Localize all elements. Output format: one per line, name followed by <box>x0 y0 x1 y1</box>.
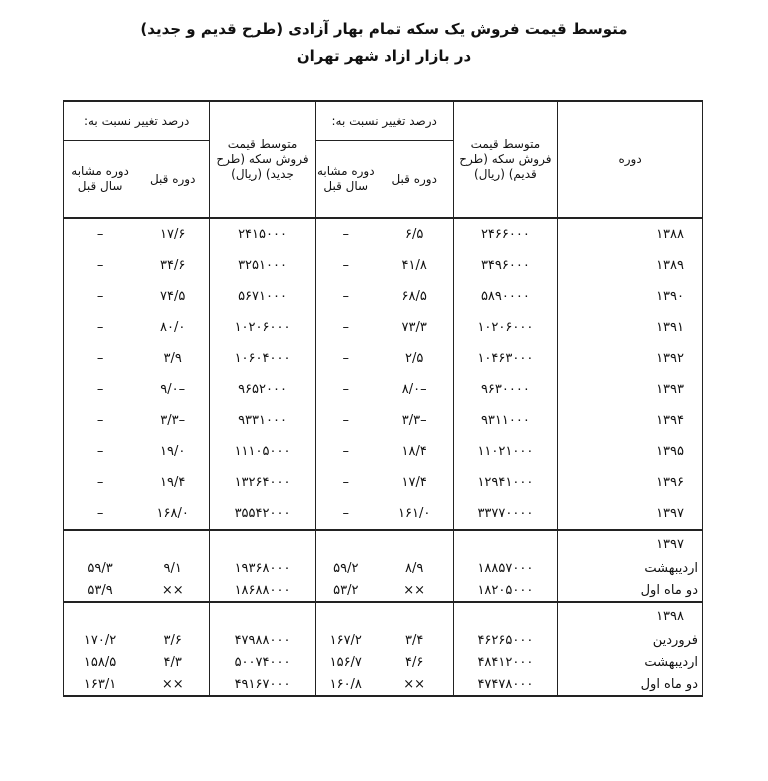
cell-new-avg: ۱۰۶۰۴۰۰۰ <box>210 343 316 374</box>
section-1398 <box>64 602 703 696</box>
section-year-row <box>64 530 703 557</box>
cell-new-prev: ×× <box>136 673 210 696</box>
cell-new-avg: ۹۳۳۱۰۰۰ <box>210 405 316 436</box>
cell-period: ۱۳۹۳ <box>558 374 703 405</box>
header-pct-change-new: درصد تغییر نسبت به: <box>64 101 210 141</box>
table-row <box>64 281 703 312</box>
empty-cell <box>136 602 210 629</box>
cell-new-yoy: – <box>64 436 137 467</box>
cell-old-prev: ۸/۹ <box>405 560 424 576</box>
cell-old-yoy: – <box>315 281 376 312</box>
empty-cell <box>64 602 137 629</box>
table-row <box>64 218 703 250</box>
cell-old-avg: ۲۴۶۶۰۰۰ <box>453 218 558 250</box>
cell-new-yoy: – <box>64 498 137 530</box>
cell-new-yoy: ۵۹/۳ <box>64 557 137 579</box>
cell-old-yoy: – <box>315 250 376 281</box>
cell-old-avg: ۱۱۰۲۱۰۰۰ <box>453 436 558 467</box>
cell-new-prev: ۱۷/۶ <box>160 227 186 242</box>
empty-cell <box>315 602 376 629</box>
table-row <box>64 673 703 696</box>
header-new-avg: متوسط قیمت فروش سکه (طرح جدید) (ریال) <box>210 101 316 218</box>
cell-new-prev: ۱۹/۴ <box>160 475 186 490</box>
table-subtitle: در بازار ازاد شهر تهران <box>296 47 472 65</box>
cell-new-prev: ۳/۶ <box>163 632 182 648</box>
cell-period: ۱۳۹۰ <box>558 281 703 312</box>
table-row <box>64 343 703 374</box>
annual-rows <box>64 218 703 530</box>
empty-cell <box>376 602 453 629</box>
cell-new-prev: ۷۴/۵ <box>160 289 186 304</box>
cell-old-avg: ۳۳۷۷۰۰۰۰ <box>453 498 558 530</box>
cell-period: ۱۳۹۷ <box>558 498 703 530</box>
cell-new-avg: ۲۴۱۵۰۰۰ <box>210 218 316 250</box>
cell-new-prev: –۳/۳ <box>160 413 186 428</box>
cell-period: ۱۳۸۸ <box>558 218 703 250</box>
table-row <box>64 436 703 467</box>
section-year: ۱۳۹۷ <box>558 530 703 557</box>
cell-period: ۱۳۹۴ <box>558 405 703 436</box>
cell-new-yoy: ۱۶۳/۱ <box>64 673 137 696</box>
cell-old-prev: ×× <box>376 673 453 696</box>
cell-period: اردیبهشت <box>558 651 703 673</box>
empty-cell <box>453 530 558 557</box>
cell-new-yoy: – <box>64 405 137 436</box>
cell-old-prev: ۲/۵ <box>405 351 424 366</box>
cell-old-avg: ۵۸۹۰۰۰۰ <box>453 281 558 312</box>
table-header <box>64 101 703 218</box>
cell-new-avg: ۹۶۵۲۰۰۰ <box>210 374 316 405</box>
empty-cell <box>376 530 453 557</box>
empty-cell <box>210 530 316 557</box>
cell-old-yoy: – <box>315 405 376 436</box>
cell-new-prev: ۴/۳ <box>163 654 182 670</box>
cell-new-yoy: – <box>64 250 137 281</box>
cell-old-prev: ۶/۵ <box>405 227 424 242</box>
cell-old-avg: ۱۲۹۴۱۰۰۰ <box>453 467 558 498</box>
empty-cell <box>453 602 558 629</box>
table-row <box>64 579 703 602</box>
cell-old-yoy: – <box>315 312 376 343</box>
section-year: ۱۳۹۸ <box>558 602 703 629</box>
cell-old-avg: ۹۳۱۱۰۰۰ <box>453 405 558 436</box>
cell-new-avg: ۱۹۳۶۸۰۰۰ <box>210 557 316 579</box>
section-1397 <box>64 530 703 602</box>
cell-new-avg: ۵۰۰۷۴۰۰۰ <box>210 651 316 673</box>
cell-new-avg: ۴۷۹۸۸۰۰۰ <box>210 629 316 651</box>
cell-old-prev: –۸/۰ <box>401 382 427 397</box>
cell-new-prev: ۳/۹ <box>163 351 182 366</box>
cell-period: ۱۳۹۲ <box>558 343 703 374</box>
cell-old-yoy: ۵۳/۲ <box>315 579 376 602</box>
table-row <box>64 405 703 436</box>
cell-new-yoy: – <box>64 467 137 498</box>
cell-old-avg: ۱۸۲۰۵۰۰۰ <box>453 579 558 602</box>
cell-new-yoy: ۵۳/۹ <box>64 579 137 602</box>
cell-new-prev: ۹/۱ <box>163 560 182 576</box>
cell-new-avg: ۱۱۱۰۵۰۰۰ <box>210 436 316 467</box>
table-row <box>64 374 703 405</box>
cell-old-prev: ۴۱/۸ <box>401 258 427 273</box>
cell-new-prev: ×× <box>136 579 210 602</box>
cell-period: ۱۳۸۹ <box>558 250 703 281</box>
cell-period: ۱۳۹۶ <box>558 467 703 498</box>
cell-old-avg: ۱۰۴۶۳۰۰۰ <box>453 343 558 374</box>
cell-new-avg: ۱۳۲۶۴۰۰۰ <box>210 467 316 498</box>
cell-old-prev: ۱۷/۴ <box>401 475 427 490</box>
empty-cell <box>315 530 376 557</box>
cell-old-yoy: – <box>315 343 376 374</box>
cell-new-yoy: ۱۵۸/۵ <box>64 651 137 673</box>
cell-period: دو ماه اول <box>558 673 703 696</box>
cell-new-avg: ۳۵۵۴۲۰۰۰ <box>210 498 316 530</box>
cell-new-yoy: – <box>64 374 137 405</box>
cell-old-prev: ۶۸/۵ <box>401 289 427 304</box>
cell-new-prev: ۱۹/۰ <box>160 444 186 459</box>
cell-new-yoy: – <box>64 281 137 312</box>
header-old-avg: متوسط قیمت فروش سکه (طرح قدیم) (ریال) <box>453 101 558 218</box>
section-year-row <box>64 602 703 629</box>
header-old-prev: دوره قبل <box>376 141 453 219</box>
cell-new-avg: ۵۶۷۱۰۰۰ <box>210 281 316 312</box>
table-row <box>64 498 703 530</box>
cell-new-avg: ۱۸۶۸۸۰۰۰ <box>210 579 316 602</box>
cell-old-avg: ۴۶۲۶۵۰۰۰ <box>453 629 558 651</box>
cell-new-prev: ۳۴/۶ <box>160 258 186 273</box>
cell-new-prev: ۸۰/۰ <box>160 320 186 335</box>
cell-period: دو ماه اول <box>558 579 703 602</box>
cell-old-avg: ۴۸۴۱۲۰۰۰ <box>453 651 558 673</box>
cell-old-yoy: ۱۶۷/۲ <box>315 629 376 651</box>
table-row <box>64 250 703 281</box>
coin-price-table <box>63 100 703 697</box>
cell-period: فروردین <box>558 629 703 651</box>
cell-new-yoy: – <box>64 218 137 250</box>
cell-old-yoy: – <box>315 436 376 467</box>
cell-new-avg: ۴۹۱۶۷۰۰۰ <box>210 673 316 696</box>
cell-new-prev: ۱۶۸/۰ <box>136 498 210 530</box>
cell-old-avg: ۱۸۸۵۷۰۰۰ <box>453 557 558 579</box>
cell-old-avg: ۹۶۳۰۰۰۰ <box>453 374 558 405</box>
cell-old-yoy: ۵۹/۲ <box>315 557 376 579</box>
cell-period: ۱۳۹۵ <box>558 436 703 467</box>
header-new-prev: دوره قبل <box>136 141 210 219</box>
table-row <box>64 557 703 579</box>
cell-old-yoy: – <box>315 374 376 405</box>
header-old-yoy: دوره مشابه سال قبل <box>315 141 376 219</box>
cell-old-prev: ۴/۶ <box>405 654 424 670</box>
table-row <box>64 467 703 498</box>
cell-old-prev: ۷۳/۳ <box>401 320 427 335</box>
cell-new-yoy: ۱۷۰/۲ <box>64 629 137 651</box>
table-row <box>64 629 703 651</box>
cell-new-prev: –۹/۰ <box>160 382 186 397</box>
cell-new-yoy: – <box>64 343 137 374</box>
table-title: متوسط قیمت فروش یک سکه تمام بهار آزادی (طرح قدیم و جدید) <box>140 20 628 38</box>
cell-old-prev: ×× <box>376 579 453 602</box>
cell-old-yoy: – <box>315 467 376 498</box>
cell-old-avg: ۳۴۹۶۰۰۰ <box>453 250 558 281</box>
cell-period: اردیبهشت <box>558 557 703 579</box>
header-new-yoy: دوره مشابه سال قبل <box>64 141 137 219</box>
empty-cell <box>210 602 316 629</box>
table-row <box>64 651 703 673</box>
cell-new-avg: ۱۰۲۰۶۰۰۰ <box>210 312 316 343</box>
cell-period: ۱۳۹۱ <box>558 312 703 343</box>
cell-new-yoy: – <box>64 312 137 343</box>
cell-old-avg: ۱۰۲۰۶۰۰۰ <box>453 312 558 343</box>
empty-cell <box>64 530 137 557</box>
cell-old-prev: ۳/۴ <box>405 632 424 648</box>
cell-new-avg: ۳۲۵۱۰۰۰ <box>210 250 316 281</box>
cell-old-prev: –۳/۳ <box>401 413 427 428</box>
cell-old-yoy: ۱۶۰/۸ <box>315 673 376 696</box>
cell-old-avg: ۴۷۴۷۸۰۰۰ <box>453 673 558 696</box>
cell-old-yoy: ۱۵۶/۷ <box>315 651 376 673</box>
table-row <box>64 312 703 343</box>
cell-old-yoy: – <box>315 218 376 250</box>
cell-old-prev: ۱۸/۴ <box>401 444 427 459</box>
header-pct-change-old: درصد تغییر نسبت به: <box>315 101 453 141</box>
empty-cell <box>136 530 210 557</box>
cell-old-yoy: – <box>315 498 376 530</box>
cell-old-prev: ۱۶۱/۰ <box>376 498 453 530</box>
header-period: دوره <box>558 101 703 218</box>
